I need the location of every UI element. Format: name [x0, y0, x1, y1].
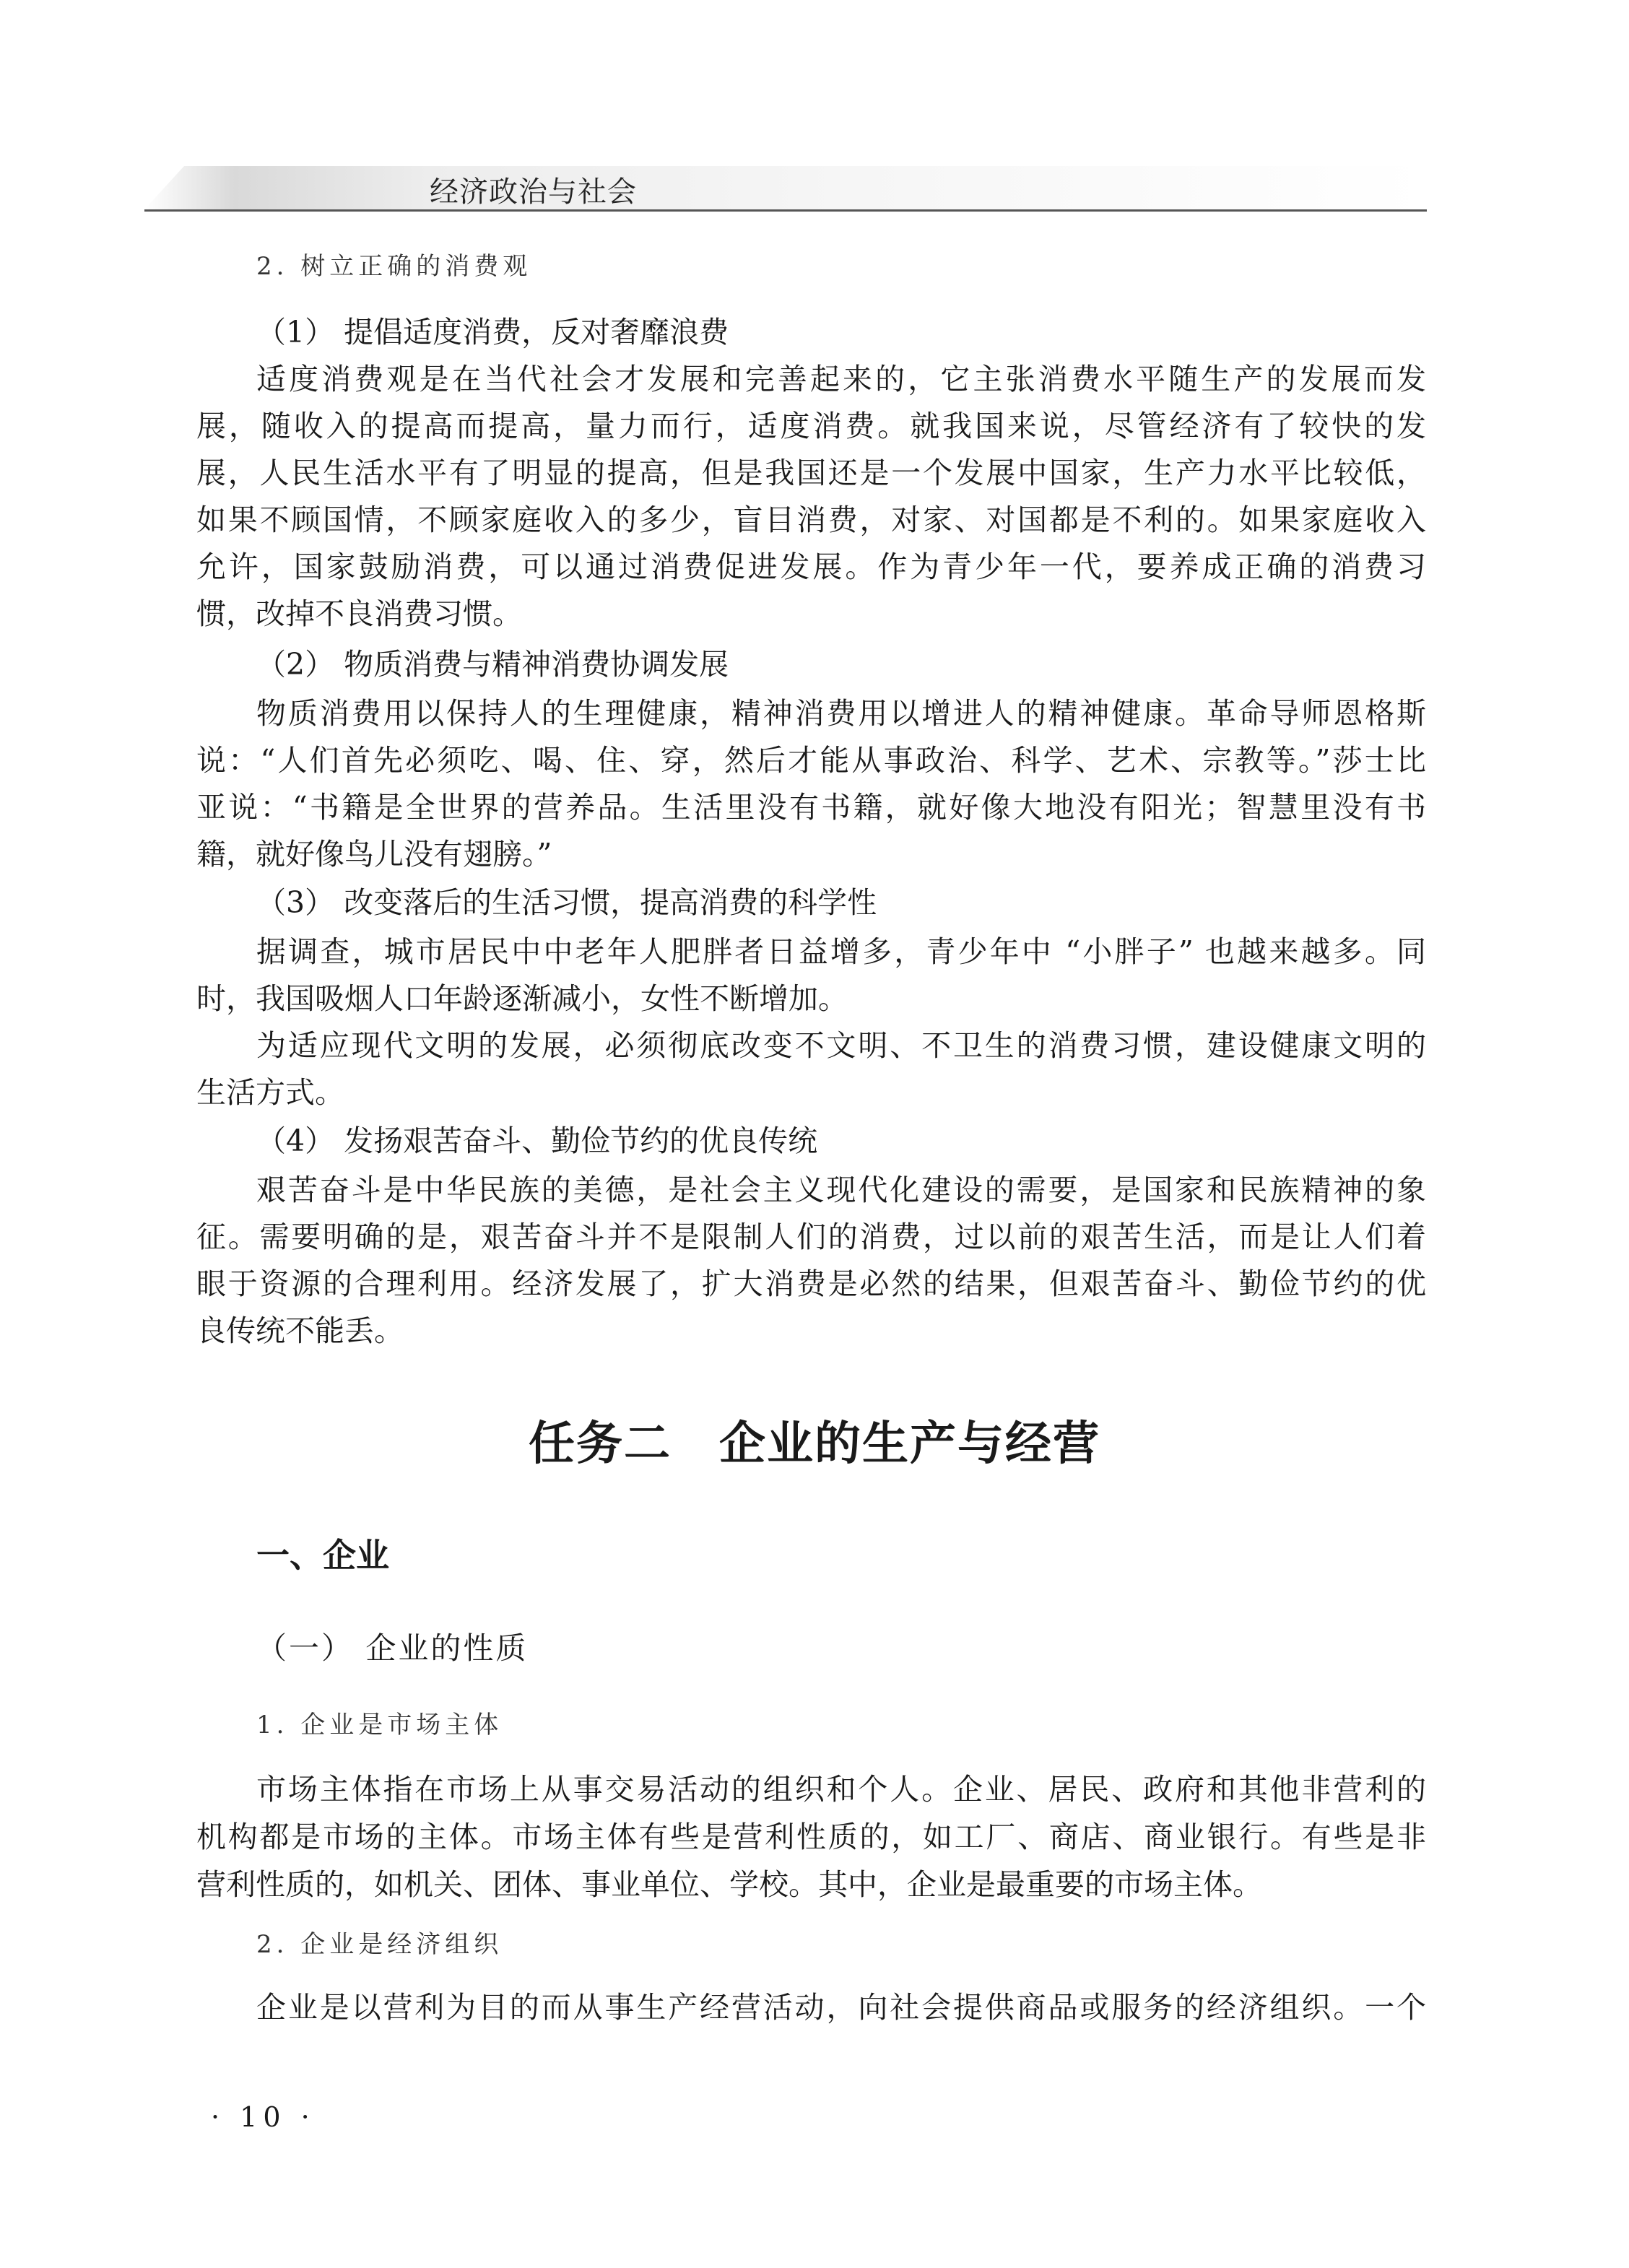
page-number: · 10 · [211, 2101, 316, 2133]
paragraph-line: 惯，改掉不良消费习惯。 [196, 596, 522, 631]
paragraph-line: 展，随收入的提高而提高，量力而行，适度消费。就我国来说，尽管经济有了较快的发 [196, 409, 1426, 443]
paragraph-line: 物质消费用以保持人的生理健康，精神消费用以增进人的精神健康。革命导师恩格斯 [256, 696, 1426, 731]
paragraph-line: 说：“人们首先必须吃、喝、住、穿，然后才能从事政治、科学、艺术、宗教等。”莎士比 [196, 743, 1426, 778]
subheading: （2） 物质消费与精神消费协调发展 [256, 647, 729, 682]
paragraph-line: 允许，国家鼓励消费，可以通过消费促进发展。作为青少年一代，要养成正确的消费习 [196, 549, 1426, 584]
section-title: 一、企业 [256, 1536, 389, 1575]
item-heading: 1. 企业是市场主体 [256, 1711, 503, 1739]
chapter-title: 任务二 企业的生产与经营 [529, 1417, 1100, 1471]
subheading: （1） 提倡适度消费，反对奢靡浪费 [256, 315, 729, 349]
subheading: （4） 发扬艰苦奋斗、勤俭节约的优良传统 [256, 1124, 818, 1158]
paragraph-line: 据调查，城市居民中中老年人肥胖者日益增多，青少年中 “小胖子” 也越来越多。同 [256, 934, 1426, 969]
paragraph-line: 展，人民生活水平有了明显的提高，但是我国还是一个发展中国家，生产力水平比较低， [196, 456, 1426, 490]
paragraph-line: 机构都是市场的主体。市场主体有些是营利性质的，如工厂、商店、商业银行。有些是非 [196, 1820, 1426, 1854]
paragraph-line: 生活方式。 [196, 1075, 344, 1110]
running-header [144, 160, 1427, 211]
header-title: 经济政治与社会 [430, 175, 637, 209]
item-heading: 2. 企业是经济组织 [256, 1930, 503, 1959]
item-heading: 2. 树立正确的消费观 [256, 252, 532, 281]
paragraph-line: 适度消费观是在当代社会才发展和完善起来的，它主张消费水平随生产的发展而发 [256, 362, 1426, 396]
paragraph-line: 艰苦奋斗是中华民族的美德，是社会主义现代化建设的需要，是国家和民族精神的象 [256, 1173, 1426, 1207]
paragraph-line: 征。需要明确的是，艰苦奋斗并不是限制人们的消费，过以前的艰苦生活，而是让人们着 [196, 1220, 1426, 1254]
header-band [144, 166, 1427, 209]
paragraph-line: 营利性质的，如机关、团体、事业单位、学校。其中，企业是最重要的市场主体。 [196, 1867, 1262, 1902]
paragraph-line: 时，我国吸烟人口年龄逐渐减小，女性不断增加。 [196, 981, 848, 1016]
subheading: （3） 改变落后的生活习惯，提高消费的科学性 [256, 885, 877, 920]
paragraph-line: 籍，就好像鸟儿没有翅膀。” [196, 837, 552, 872]
paragraph-line: 为适应现代文明的发展，必须彻底改变不文明、不卫生的消费习惯，建设健康文明的 [256, 1028, 1426, 1063]
paragraph-line: 眼于资源的合理利用。经济发展了，扩大消费是必然的结果，但艰苦奋斗、勤俭节约的优 [196, 1266, 1426, 1301]
paragraph-line: 如果不顾国情，不顾家庭收入的多少，盲目消费，对家、对国都是不利的。如果家庭收入 [196, 503, 1426, 537]
paragraph-line: 良传统不能丢。 [196, 1313, 404, 1348]
paragraph-line: 市场主体指在市场上从事交易活动的组织和个人。企业、居民、政府和其他非营利的 [256, 1772, 1426, 1807]
subsection-title: （一） 企业的性质 [256, 1630, 529, 1666]
paragraph-line: 亚说：“书籍是全世界的营养品。生活里没有书籍，就好像大地没有阳光；智慧里没有书 [196, 790, 1426, 825]
header-rule [144, 209, 1427, 212]
paragraph-line: 企业是以营利为目的而从事生产经营活动，向社会提供商品或服务的经济组织。一个 [256, 1990, 1426, 2025]
